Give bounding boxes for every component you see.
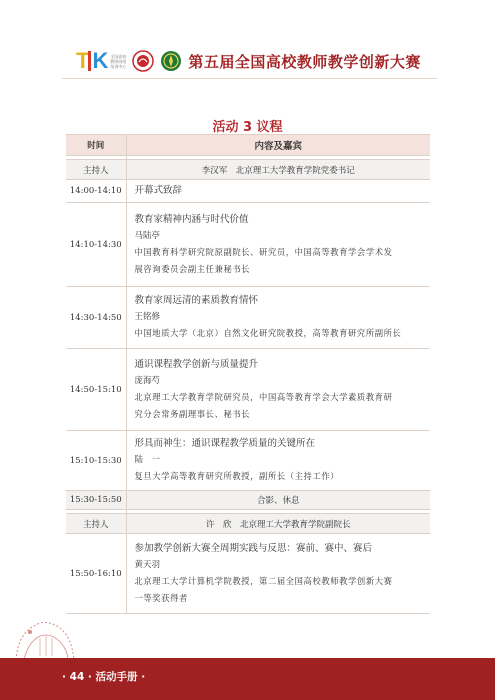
break-label: 合影、休息 [126, 491, 430, 510]
talk-topic: 教育家周远清的素质教育情怀 [134, 295, 259, 306]
row-time: 14:30-14:50 [66, 287, 126, 349]
header-divider [62, 78, 437, 79]
host-name: 许 欣 北京理工大学教育学院副院长 [126, 514, 430, 534]
row-content [126, 534, 430, 614]
row-content [126, 431, 430, 491]
table-row [66, 534, 430, 614]
logo-caption: 全国高校教师网络培训中心 [110, 53, 127, 69]
university-seal-icon [132, 50, 154, 72]
row-time: 14:00-14:10 [66, 180, 126, 203]
speaker-title: 北京理工大学计算机学院教授，第二届全国高校教师教学创新大赛 [134, 575, 393, 586]
table-row [66, 203, 430, 287]
logo-letter-t: T [76, 48, 88, 73]
row-content [126, 349, 430, 431]
talk-speaker: 庞海芍 [134, 375, 161, 386]
host-row [66, 160, 430, 180]
header-content: 内容及嘉宾 [126, 135, 430, 156]
row-time: 15:50-16:10 [66, 534, 126, 614]
break-row [66, 491, 430, 510]
header-title: 第五届全国高校教师教学创新大赛 [188, 52, 421, 71]
talk-topic: 参加教学创新大赛全周期实践与反思：赛前、赛中、赛后 [134, 542, 373, 554]
row-time: 15:10-15:30 [66, 431, 126, 491]
page-number-label: · 44 · 活动手册 · [62, 671, 146, 683]
talk-topic: 通识课程教学创新与质量提升 [134, 358, 259, 370]
table-row [66, 431, 430, 491]
agenda-table [66, 134, 430, 614]
speaker-title: 中国地质大学（北京）自然文化研究院教授，高等教育研究所副所长 [134, 328, 402, 338]
table-row [66, 180, 430, 203]
row-time: 15:30-15:50 [66, 491, 126, 510]
speaker-title: 北京理工大学教育学院研究员，中国高等教育学会大学素质教育研 [134, 391, 393, 402]
row-content: 开幕式致辞 [126, 180, 430, 203]
talk-speaker: 王铭修 [134, 312, 161, 322]
speaker-title: 展咨询委员会副主任兼秘书长 [134, 263, 251, 274]
talk-topic: 形具而神生：通识课程教学质量的关键所在 [134, 438, 316, 449]
speaker-title: 复旦大学高等教育研究所教授，副所长（主持工作） [134, 471, 340, 481]
row-content [126, 287, 430, 349]
talk-speaker: 陆 一 [134, 455, 161, 465]
talk-speaker: 马陆亭 [134, 230, 161, 241]
speaker-title: 究分会常务副理事长、秘书长 [134, 408, 251, 419]
row-time: 14:10-14:30 [66, 203, 126, 287]
page-header [76, 46, 421, 76]
host-label: 主持人 [66, 160, 126, 180]
page-footer [0, 658, 495, 700]
logo-letter-k: K [92, 48, 108, 73]
speaker-title: 中国教育科学研究院原副院长、研究员，中国高等教育学会学术发 [134, 246, 393, 257]
speaker-title: 一等奖获得者 [134, 592, 188, 603]
competition-emblem-icon [160, 50, 182, 72]
row-time: 14:50-15:10 [66, 349, 126, 431]
section-title: 活动 3 议程 [212, 120, 283, 135]
host-name: 李汉军 北京理工大学教育学院党委书记 [126, 160, 430, 180]
row-content [126, 203, 430, 287]
host-label: 主持人 [66, 514, 126, 534]
tk-logo [76, 48, 126, 74]
table-row [66, 349, 430, 431]
talk-topic: 教育家精神内涵与时代价值 [134, 213, 249, 225]
table-row [66, 287, 430, 349]
host-row [66, 514, 430, 534]
header-time: 时间 [66, 135, 126, 156]
talk-speaker: 黄天羽 [134, 559, 161, 570]
table-header-row [66, 135, 430, 156]
decorative-stamp-icon [10, 612, 80, 662]
logo-bar [88, 51, 91, 71]
